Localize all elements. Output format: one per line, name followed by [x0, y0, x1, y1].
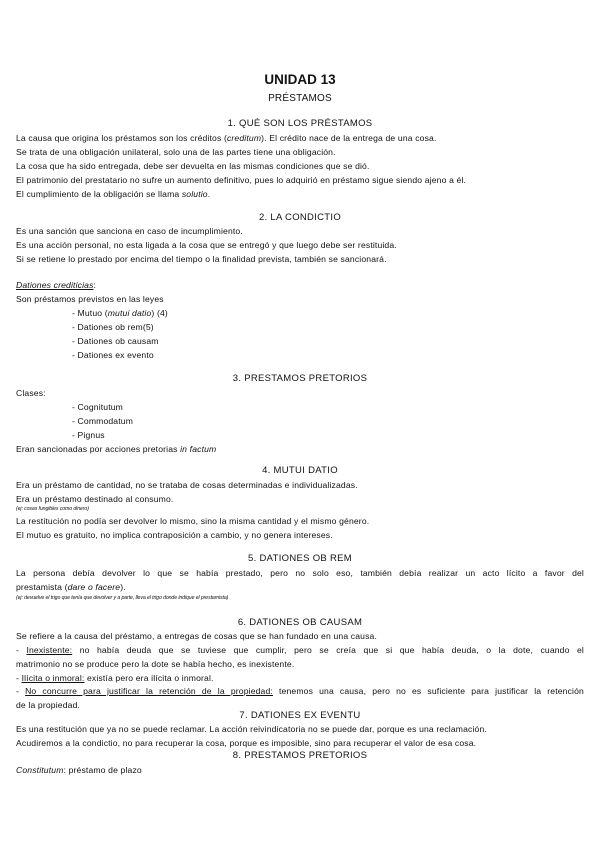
s5-note: (ej: devuelve el trigo que tenía que devolver y a parte, lleva el trigo donde indique el prestamista) [16, 595, 229, 601]
page-subtitle: PRÉSTAMOS [268, 93, 332, 104]
list-item: - Dationes ob rem(5) [72, 322, 154, 332]
section-8-heading: 8. PRESTAMOS PRETORIOS [232, 750, 368, 761]
s6-line-6: de la propiedad. [16, 700, 81, 710]
s1-line-5: El cumplimiento de la obligación se llama solutio. [16, 189, 211, 199]
s1-line-3: La cosa que ha sido entregada, debe ser devuelta en las mismas condiciones que se dió. [16, 161, 370, 171]
s7-line-1: Es una restitución que ya no se puede reclamar. La acción reivindicatoria no se puede dar, porque es una reclamación. [16, 724, 487, 734]
s4-note: (ej: cosas fungibles como dinero) [16, 506, 89, 512]
s1-line-1: La causa que origina los préstamos son los créditos (creditum). El crédito nace de la entrega de una cosa. [16, 133, 437, 143]
section-6-heading: 6. DATIONES OB CAUSAM [237, 617, 363, 628]
s3-line-1: Clases: [16, 388, 46, 398]
s6-line-3: matrimonio no se produce pero la dote se había hecho, es inexistente. [16, 659, 295, 669]
list-item: - Commodatum [72, 416, 134, 426]
s1-line-2: Se trata de una obligación unilateral, solo una de las partes tiene una obligación. [16, 147, 336, 157]
s7-line-2: Acudiremos a la condictio, no para recuperar la cosa, porque es imposible, sino para recuperar el valor de esa cosa. [16, 738, 477, 748]
s5-line-1: La persona debía devolver lo que se había prestado, pero no solo eso, también debía realizar un acto lícito a favor del [16, 568, 584, 578]
s6-line-2: - Inexistente: no había deuda que se tuviese que cumplir, pero se creía que si que había deuda, o la dote, cuando el [16, 645, 584, 655]
section-7-heading: 7. DATIONES EX EVENTU [239, 710, 361, 721]
s4-line-3: La restitución no podía ser devolver lo mismo, sino la misma cantidad y el mismo género. [16, 516, 370, 526]
s6-line-1: Se refiere a la causa del préstamo, a entregas de cosas que se han fundado en una causa. [16, 631, 378, 641]
s4-line-4: El mutuo es gratuito, no implica contraposición a cambio, y no genera intereses. [16, 530, 333, 540]
s1-line-4: El patrimonio del prestatario no sufre un aumento definitivo, pues lo adquirió en préstamo sigue siendo ajeno a él. [16, 175, 467, 185]
section-3-heading: 3. PRESTAMOS PRETORIOS [232, 373, 368, 384]
s2-line-1: Es una sanción que sanciona en caso de incumplimiento. [16, 226, 243, 236]
list-item: - Dationes ex evento [72, 350, 154, 360]
section-2-heading: 2. LA CONDICTIO [258, 212, 342, 223]
section-5-heading: 5. DATIONES OB REM [248, 553, 352, 564]
s6-line-4: - Ilícita o inmoral: existía pero era ilícita o inmoral. [16, 673, 214, 683]
s2-line-3: Si se retiene lo prestado por encima del tiempo o la finalidad prevista, también se sancionará. [16, 254, 387, 264]
dationes-crediticias-title: Dationes crediticias: [16, 280, 97, 290]
section-4-heading: 4. MUTUI DATIO [262, 465, 338, 476]
list-item: - Mutuo (mutui datio) (4) [72, 308, 168, 318]
s4-line-1: Era un préstamo de cantidad, no se trataba de cosas determinadas e individualizadas. [16, 480, 358, 490]
list-item: - Pignus [72, 430, 105, 440]
section-1-heading: 1. QUÉ SON LOS PRÉSTAMOS [227, 118, 373, 129]
s6-line-5: - No concurre para justificar la retención de la propiedad: tenemos una causa, pero no es suficiente para justificar la retención [16, 686, 584, 696]
s3-line-2: Eran sancionadas por acciones pretorias in factum [16, 444, 217, 454]
page-title: UNIDAD 13 [264, 72, 336, 87]
s2-line-2: Es una acción personal, no esta ligada a la cosa que se entregó y que luego debe ser restituida. [16, 240, 397, 250]
dationes-intro: Son préstamos previstos en las leyes [16, 294, 164, 304]
s4-line-2: Era un préstamo destinado al consumo. [16, 494, 174, 504]
list-item: - Dationes ob causam [72, 336, 159, 346]
list-item: - Cognitutum [72, 402, 123, 412]
s8-line-1: Constitutum: préstamo de plazo [16, 765, 142, 775]
s5-line-2: prestamista (dare o facere). [16, 582, 126, 592]
